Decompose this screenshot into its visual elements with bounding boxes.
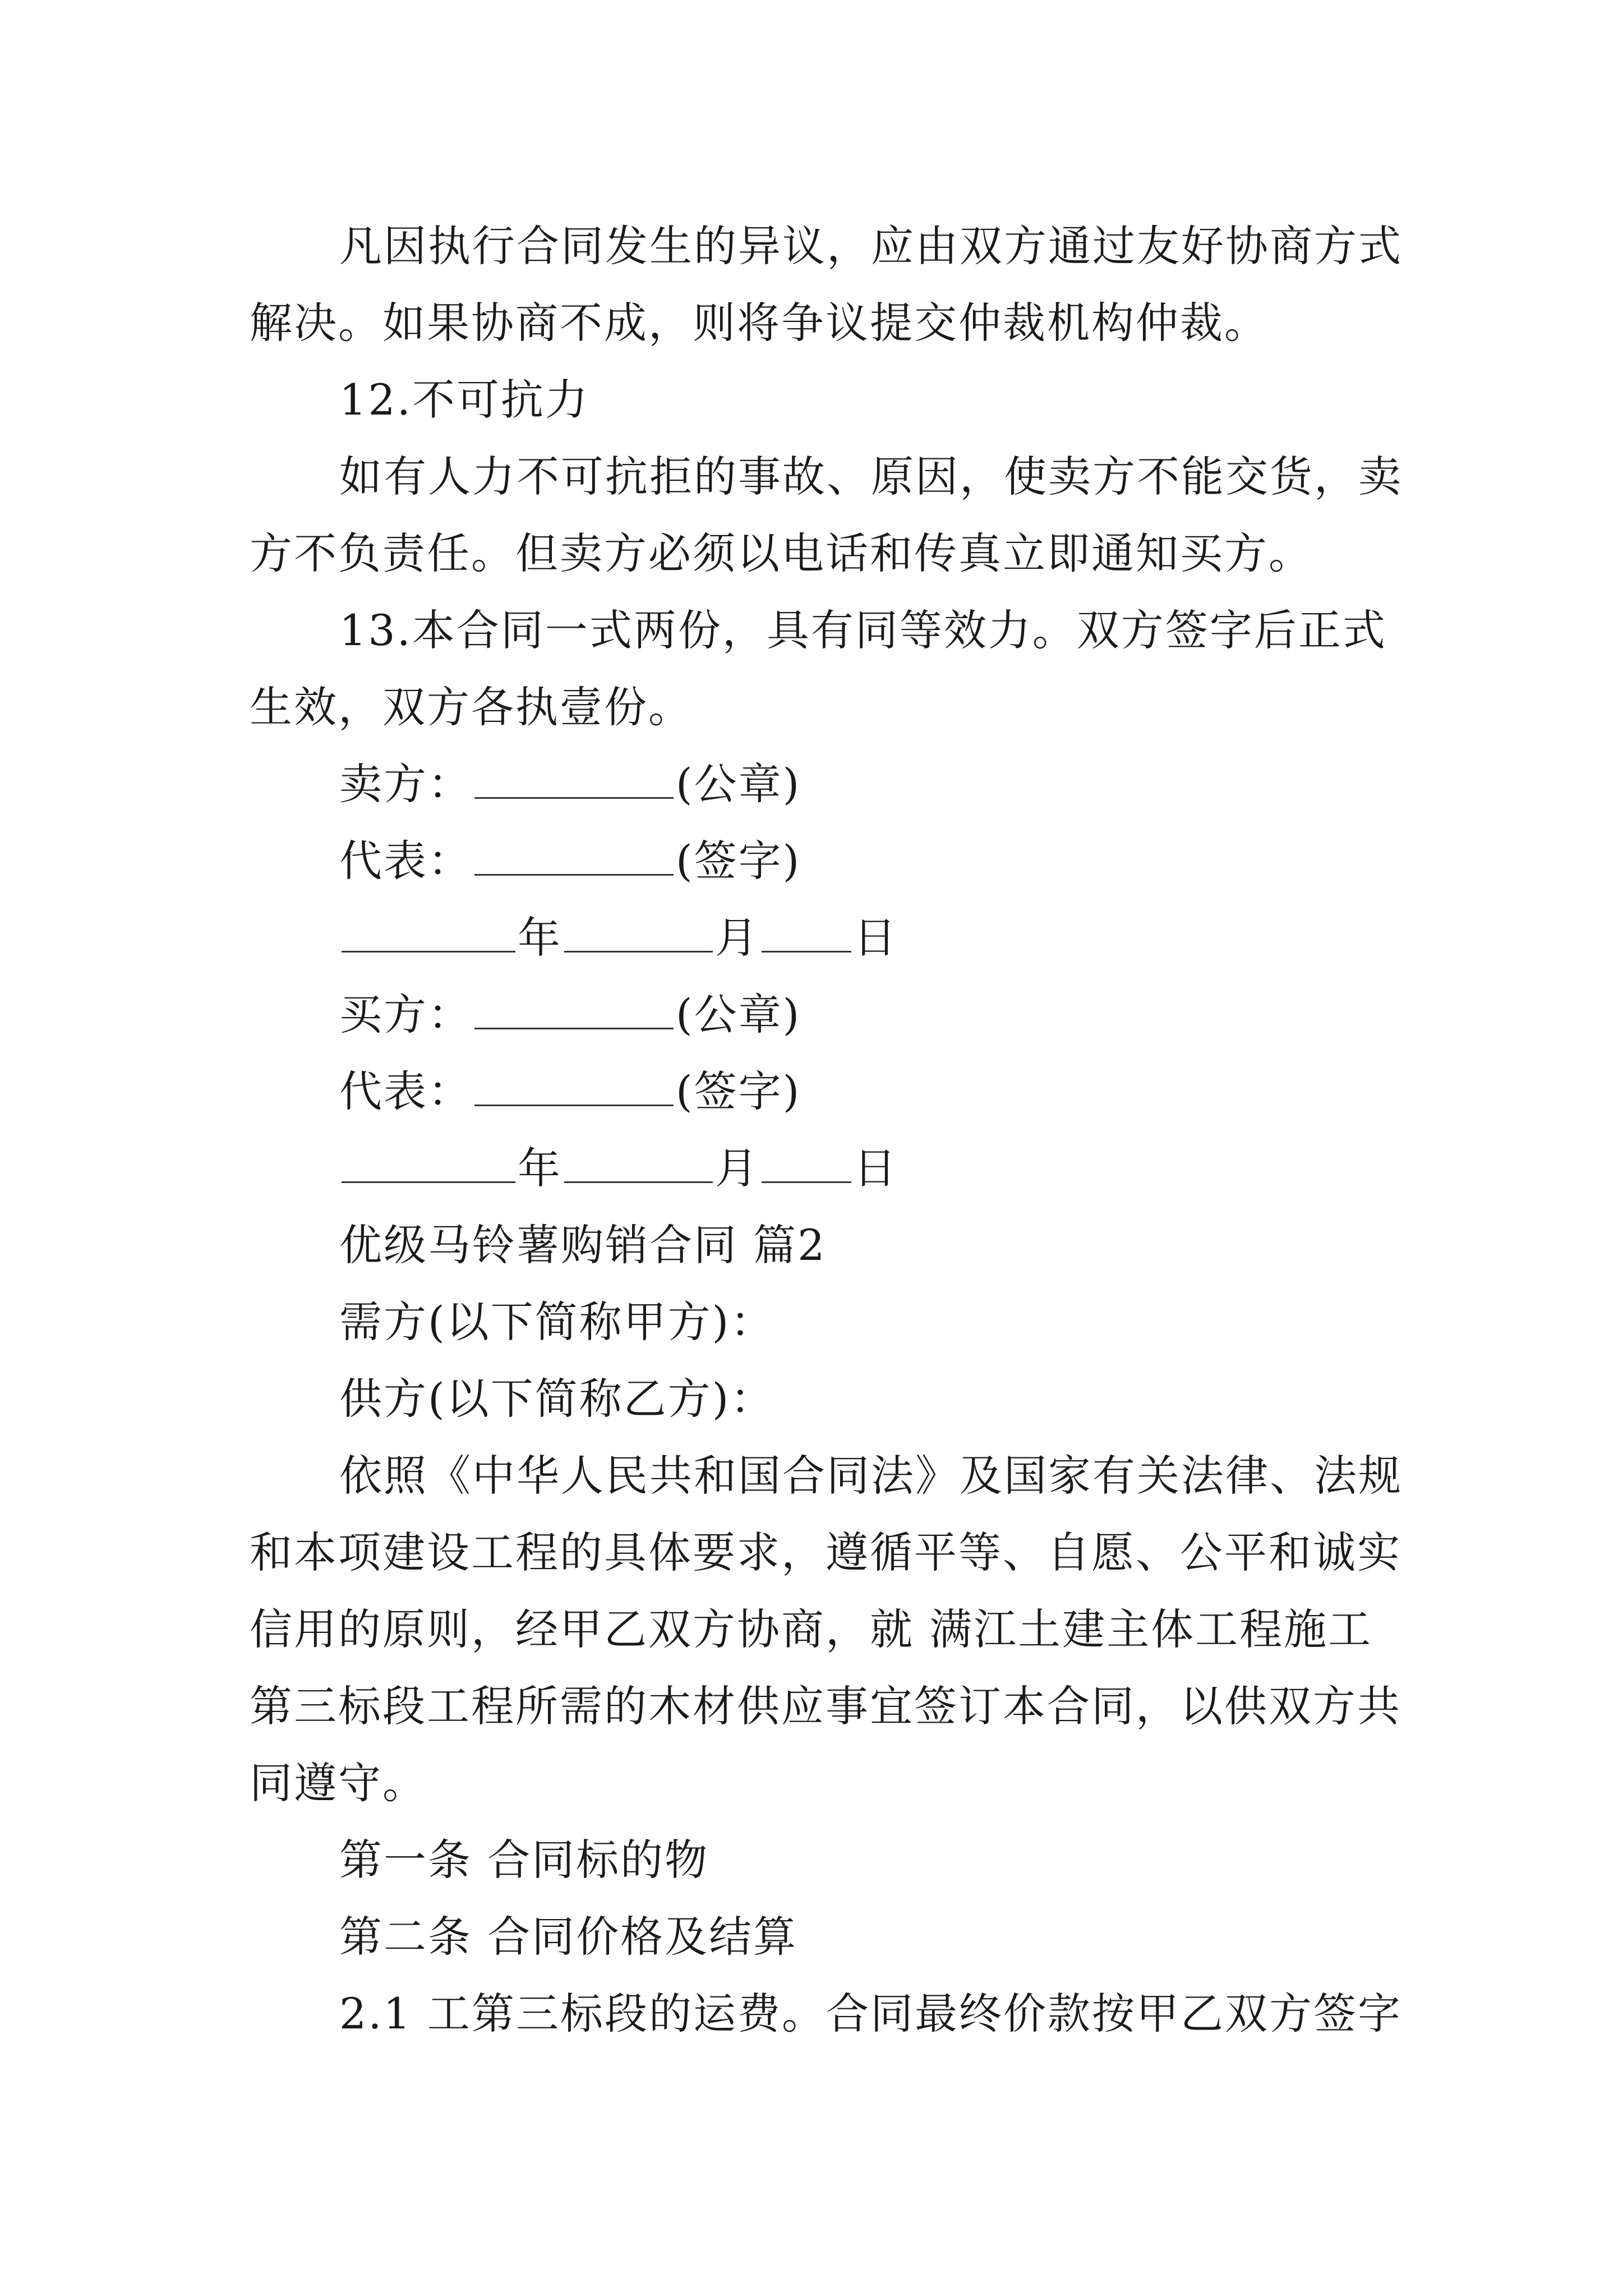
seller-year-blank[interactable]: [342, 912, 515, 953]
demand-party-line: 需方(以下简称甲方)：: [339, 1297, 775, 1347]
document-body: [250, 208, 1403, 2052]
seller-label: 卖方：: [339, 759, 472, 809]
force-majeure-heading: 12.不可抗力: [339, 375, 589, 425]
buyer-year-label: 年: [518, 1143, 562, 1193]
seller-date-line: [250, 899, 1394, 976]
buyer-day-label: 日: [854, 1143, 898, 1193]
buyer-rep-label: 代表：: [339, 1066, 472, 1116]
dispute-para-line-1: 凡因执行合同发生的异议，应由双方通过友好协商方式: [339, 221, 1403, 271]
section2-title: 优级马铃薯购销合同 篇2: [339, 1220, 827, 1270]
seller-rep-blank[interactable]: [474, 835, 674, 876]
intro-line-3: 信用的原则，经甲乙双方协商，就 满江土建主体工程施工: [250, 1604, 1373, 1654]
seller-rep-label: 代表：: [339, 836, 472, 886]
buyer-rep-line: [250, 1053, 1394, 1130]
copies-clause-line-2: 生效，双方各执壹份。: [250, 682, 693, 732]
clause-2-1: 2.1 工第三标段的运费。合同最终价款按甲乙双方签字: [339, 1989, 1403, 2039]
dispute-para-line-2: 解决。如果协商不成，则将争议提交仲裁机构仲裁。: [250, 298, 1269, 348]
supply-party-line: 供方(以下简称乙方)：: [339, 1374, 775, 1424]
buyer-label: 买方：: [339, 990, 472, 1039]
intro-line-1: 依照《中华人民共和国合同法》及国家有关法律、法规: [339, 1451, 1403, 1501]
force-majeure-line-2: 方不负责任。但卖方必须以电话和传真立即通知买方。: [250, 528, 1313, 578]
seller-year-label: 年: [518, 913, 562, 963]
article-2-heading: 第二条 合同价格及结算: [339, 1912, 798, 1962]
seller-blank[interactable]: [474, 758, 674, 799]
buyer-seal-note: (公章): [676, 990, 801, 1039]
seller-month-blank[interactable]: [564, 912, 713, 953]
buyer-month-blank[interactable]: [564, 1142, 713, 1183]
buyer-year-blank[interactable]: [342, 1142, 515, 1183]
buyer-date-line: [250, 1130, 1394, 1207]
seller-day-label: 日: [854, 913, 898, 963]
seller-seal-note: (公章): [676, 759, 801, 809]
buyer-day-blank[interactable]: [762, 1142, 851, 1183]
intro-line-5: 同遵守。: [250, 1758, 427, 1808]
seller-seal-line: [250, 746, 1394, 822]
article-1-heading: 第一条 合同标的物: [339, 1835, 709, 1885]
seller-month-label: 月: [715, 913, 759, 963]
force-majeure-line-1: 如有人力不可抗拒的事故、原因，使卖方不能交货，卖: [339, 452, 1403, 501]
buyer-seal-line: [250, 976, 1394, 1053]
seller-sign-note: (签字): [676, 836, 801, 886]
seller-rep-line: [250, 822, 1394, 899]
buyer-sign-note: (签字): [676, 1066, 801, 1116]
buyer-blank[interactable]: [474, 988, 674, 1029]
intro-line-2: 和本项建设工程的具体要求，遵循平等、自愿、公平和诚实: [250, 1527, 1401, 1577]
buyer-rep-blank[interactable]: [474, 1065, 674, 1106]
copies-clause-line-1: 13.本合同一式两份，具有同等效力。双方签字后正式: [339, 605, 1387, 655]
intro-line-4: 第三标段工程所需的木材供应事宜签订本合同，以供双方共: [250, 1681, 1401, 1731]
buyer-month-label: 月: [715, 1143, 759, 1193]
seller-day-blank[interactable]: [762, 912, 851, 953]
